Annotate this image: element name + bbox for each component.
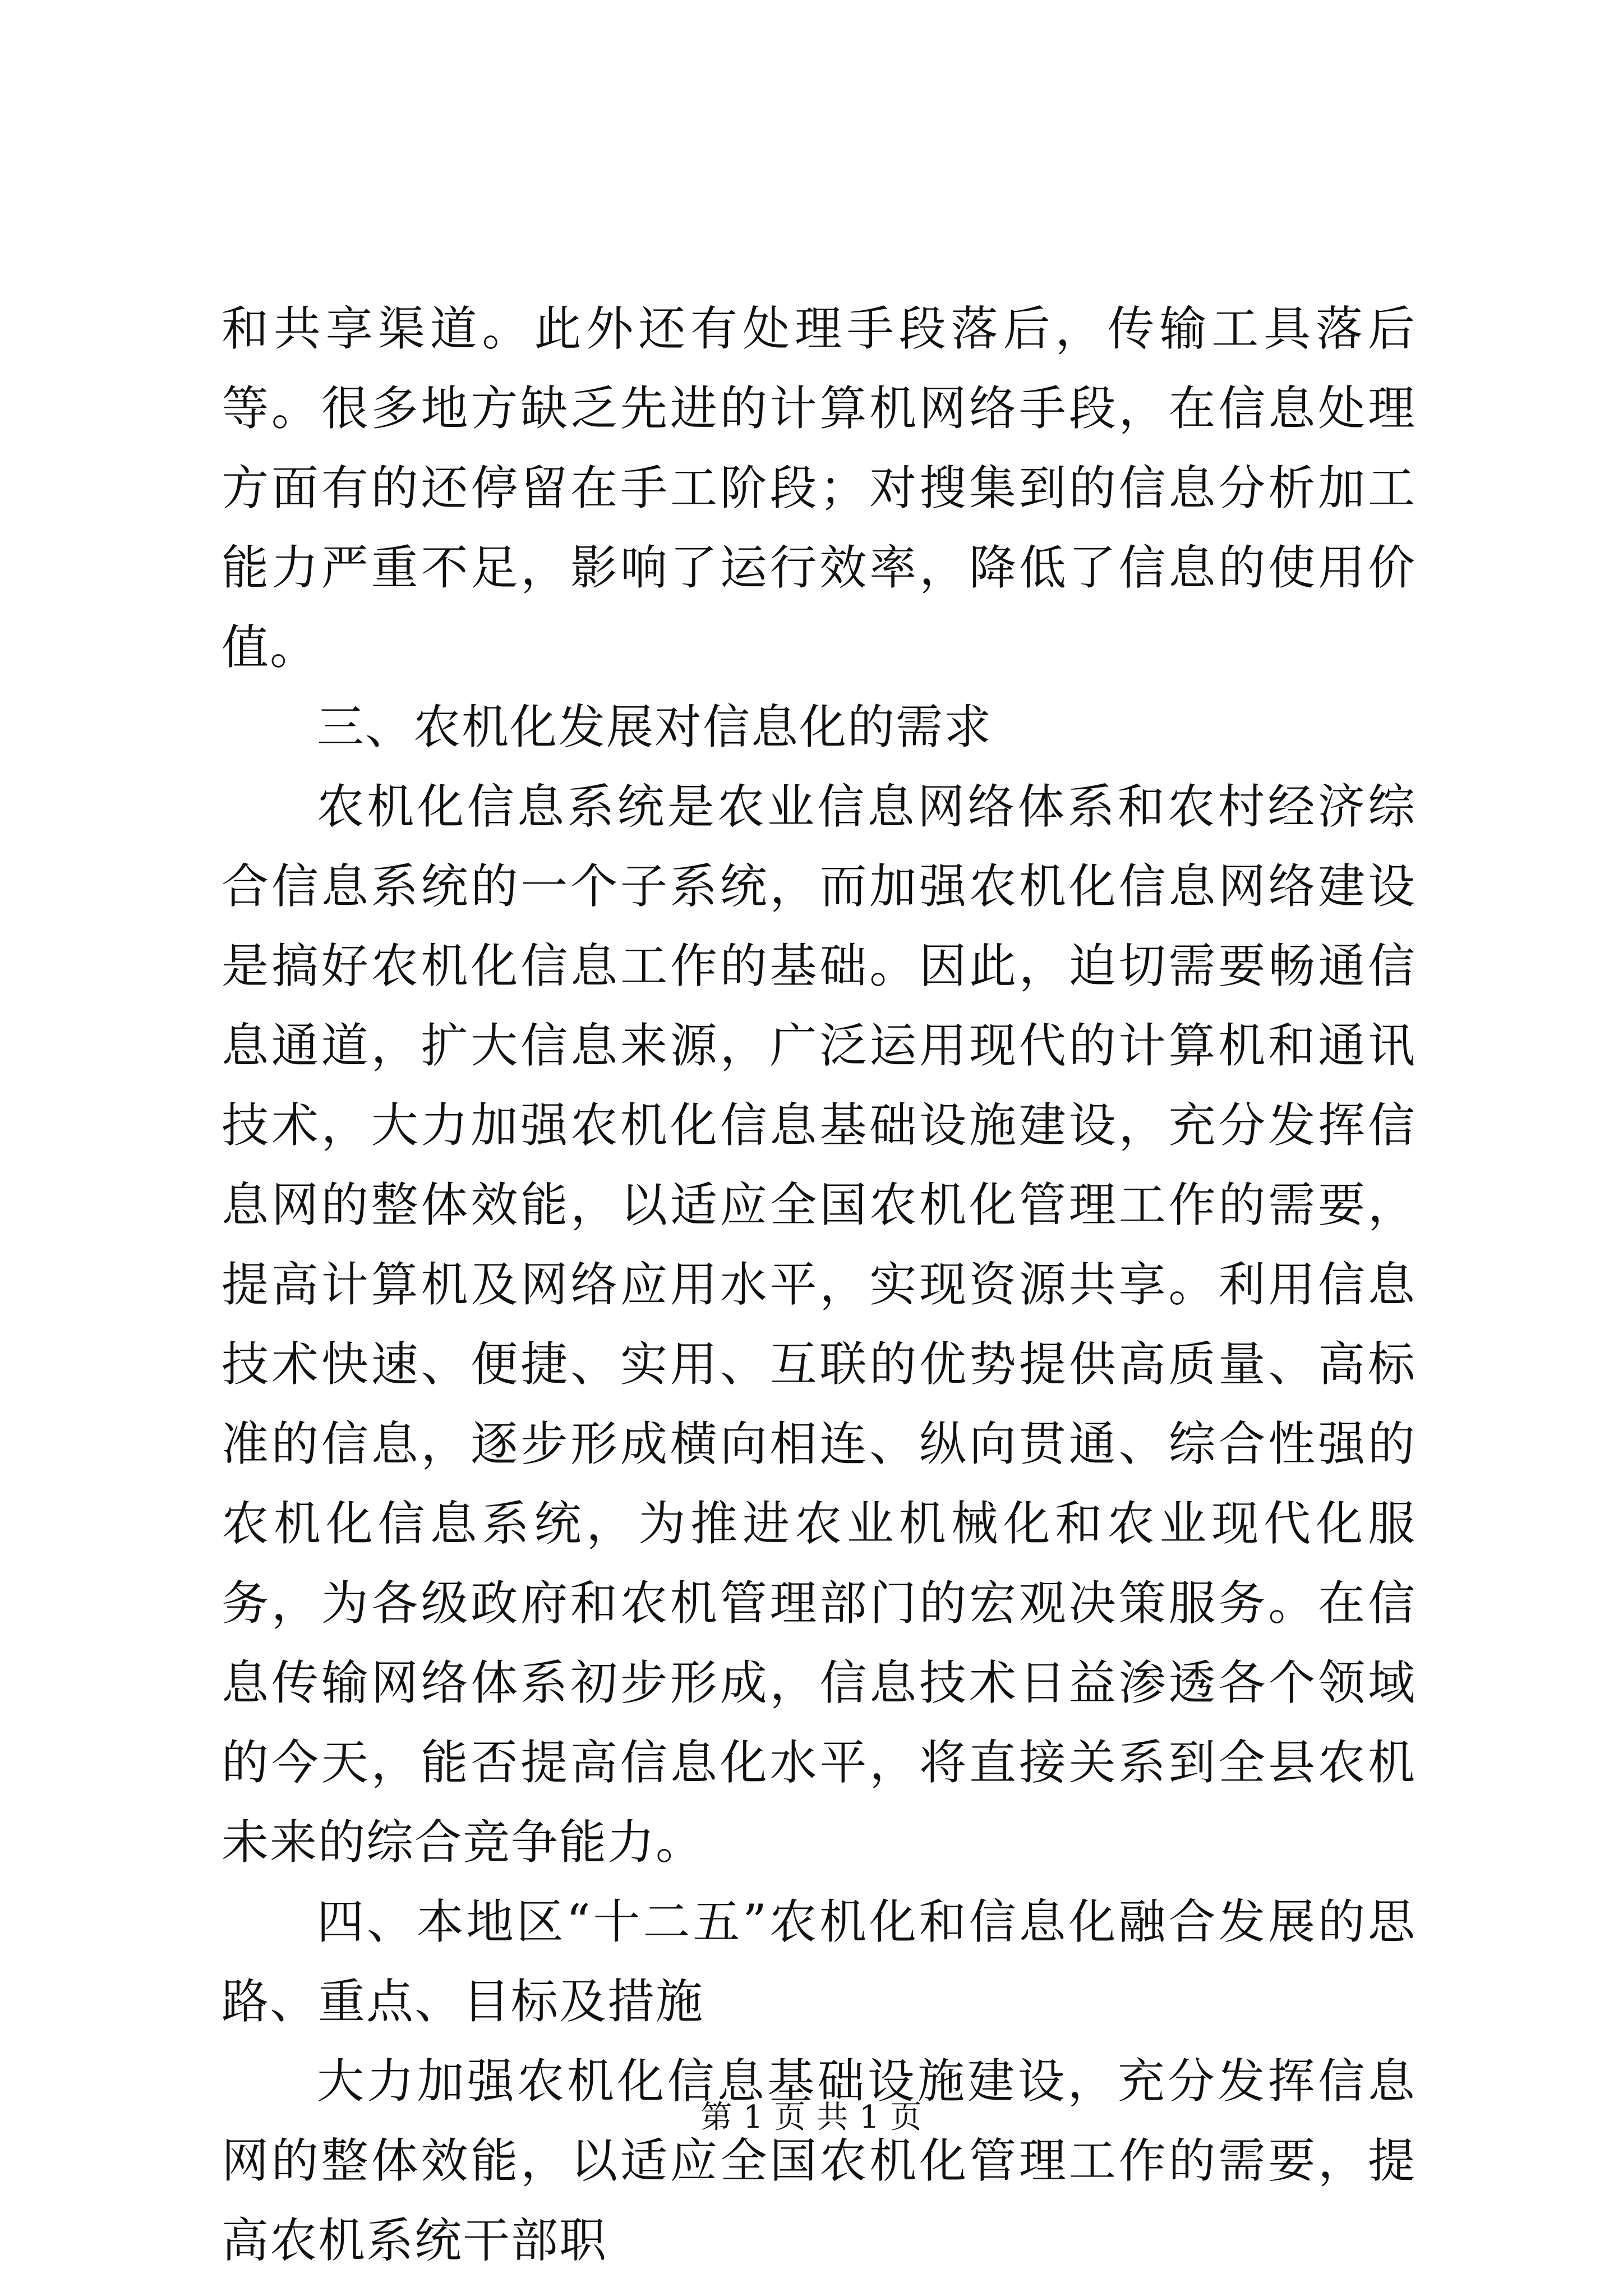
- paragraph-info-system: 农机化信息系统是农业信息网络体系和农村经济综合信息系统的一个子系统，而加强农机化信息网络建设是搞好农机化信息工作的基础。因此，迫切需要畅通信息通道，扩大信息来源，广泛运用现代的计算机和通讯技术，大力加强农机化信息基础设施建设，充分发挥信息网的整体效能，以适应全国农机化管理工作的需要，提高计算机及网络应用水平，实现资源共享。利用信息技术快速、便捷、实用、互联的优势提供高质量、高标准的信息，逐步形成横向相连、纵向贯通、综合性强的农机化信息系统，为推进农业机械化和农业现代化服务，为各级政府和农机管理部门的宏观决策服务。在信息传输网络体系初步形成，信息技术日益渗透各个领域的今天，能否提高信息化水平，将直接关系到全县农机未来的综合竞争能力。: [222, 779, 1416, 1870]
- document-body: [222, 289, 1416, 2280]
- paragraph-continuation: 和共享渠道。此外还有处理手段落后，传输工具落后等。很多地方缺乏先进的计算机网络手段，在信息处理方面有的还停留在手工阶段；对搜集到的信息分析加工能力严重不足，影响了运行效率，降低了信息的使用价值。: [222, 301, 1416, 675]
- section-heading-3: 三、农机化发展对信息化的需求: [317, 700, 993, 754]
- paragraph-infrastructure: 大力加强农机化信息基础设施建设，充分发挥信息网的整体效能，以适应全国农机化管理工作的需要，提高农机系统干部职: [222, 2054, 1416, 2268]
- page-footer: 第 1 页 共 1 页: [700, 2099, 923, 2136]
- section-heading-4: 四、本地区“十二五”农机化和信息化融合发展的思路、重点、目标及措施: [222, 1894, 1416, 2029]
